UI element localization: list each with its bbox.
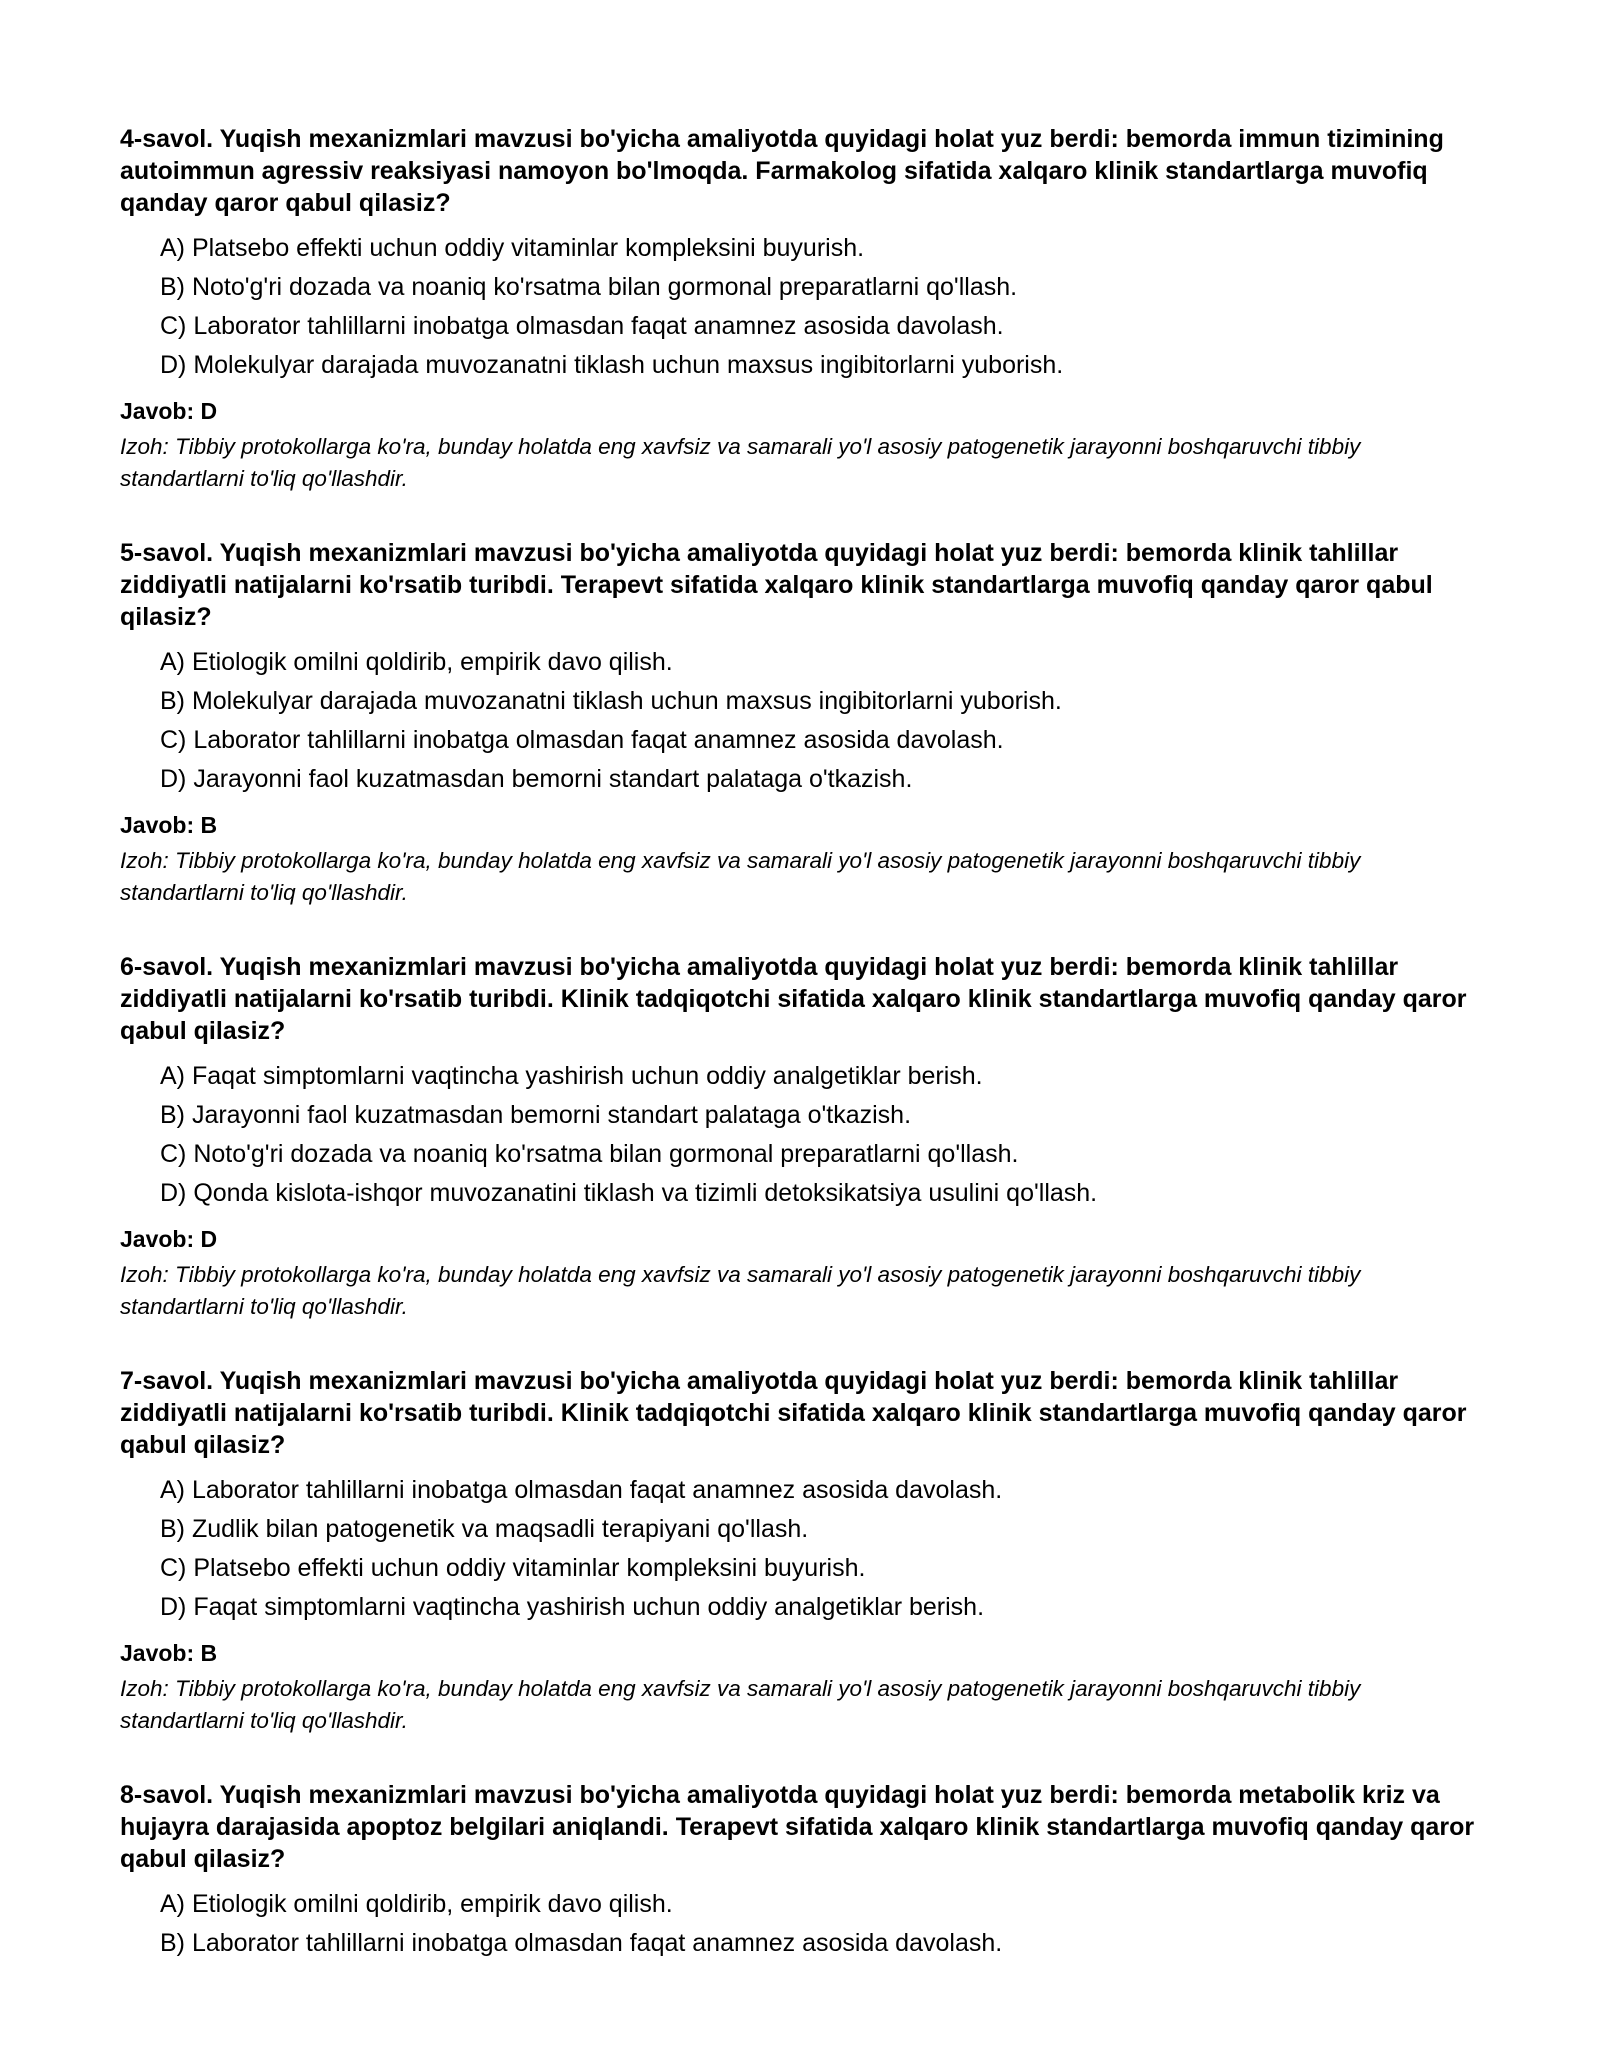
question-title: 5-savol. Yuqish mexanizmlari mavzusi bo'yicha amaliyotda quyidagi holat yuz berdi: bemorda klinik tahlillar ziddiyatli natijalarni ko'rsatib turibdi. Terapevt sifatida xalqaro klinik standartlarga muvofiq qanday qaror qabul qilasiz? — [120, 539, 1433, 631]
question-5 — [120, 537, 1480, 909]
explanation-note: Izoh: Tibbiy protokollarga ko'ra, bunday holatda eng xavfsiz va samarali yo'l asosiy patogenetik jarayonni boshqaruvchi tibbiy standartlarni to'liq qo'llashdir. — [120, 848, 1361, 905]
option-d: D) Faqat simptomlarni vaqtincha yashirish uchun oddiy analgetiklar berish. — [160, 1593, 985, 1621]
answer-label: Javob: D — [120, 398, 218, 424]
option-d: D) Qonda kislota-ishqor muvozanatini tiklash va tizimli detoksikatsiya usulini qo'llash. — [160, 1179, 1098, 1207]
answer-label: Javob: B — [120, 812, 218, 838]
option-a: A) Platsebo effekti uchun oddiy vitaminlar kompleksini buyurish. — [160, 234, 865, 262]
option-b: B) Laborator tahlillarni inobatga olmasdan faqat anamnez asosida davolash. — [160, 1929, 1003, 1957]
question-title: 4-savol. Yuqish mexanizmlari mavzusi bo'yicha amaliyotda quyidagi holat yuz berdi: bemorda immun tizimining autoimmun agressiv reaksiyasi namoyon bo'lmoqda. Farmakolog sifatida xalqaro klinik standartlarga muvofiq qanday qaror qabul qilasiz? — [120, 125, 1444, 217]
option-b: B) Jarayonni faol kuzatmasdan bemorni standart palataga o'tkazish. — [160, 1101, 912, 1129]
option-c: C) Noto'g'ri dozada va noaniq ko'rsatma bilan gormonal preparatlarni qo'llash. — [160, 1140, 1019, 1168]
answer-label: Javob: B — [120, 1640, 218, 1666]
question-6 — [120, 951, 1480, 1323]
option-a: A) Etiologik omilni qoldirib, empirik davo qilish. — [160, 648, 673, 676]
option-b: B) Zudlik bilan patogenetik va maqsadli terapiyani qo'llash. — [160, 1515, 809, 1543]
question-4 — [120, 123, 1480, 495]
question-title: 8-savol. Yuqish mexanizmlari mavzusi bo'yicha amaliyotda quyidagi holat yuz berdi: bemorda metabolik kriz va hujayra darajasida apoptoz belgilari aniqlandi. Terapevt sifatida xalqaro klinik standartlarga muvofiq qanday qaror qabul qilasiz? — [120, 1781, 1475, 1873]
option-b: B) Noto'g'ri dozada va noaniq ko'rsatma bilan gormonal preparatlarni qo'llash. — [160, 273, 1018, 301]
question-title: 7-savol. Yuqish mexanizmlari mavzusi bo'yicha amaliyotda quyidagi holat yuz berdi: bemorda klinik tahlillar ziddiyatli natijalarni ko'rsatib turibdi. Klinik tadqiqotchi sifatida xalqaro klinik standartlarga muvofiq qanday qaror qabul qilasiz? — [120, 1367, 1467, 1459]
option-a: A) Laborator tahlillarni inobatga olmasdan faqat anamnez asosida davolash. — [160, 1476, 1003, 1504]
explanation-note: Izoh: Tibbiy protokollarga ko'ra, bunday holatda eng xavfsiz va samarali yo'l asosiy patogenetik jarayonni boshqaruvchi tibbiy standartlarni to'liq qo'llashdir. — [120, 1262, 1361, 1319]
options-list — [160, 1885, 1480, 1963]
option-d: D) Jarayonni faol kuzatmasdan bemorni standart palataga o'tkazish. — [160, 765, 913, 793]
question-8 — [120, 1779, 1480, 1963]
answer-label: Javob: D — [120, 1226, 218, 1252]
options-list — [160, 229, 1480, 385]
option-a: A) Etiologik omilni qoldirib, empirik davo qilish. — [160, 1890, 673, 1918]
option-b: B) Molekulyar darajada muvozanatni tiklash uchun maxsus ingibitorlarni yuborish. — [160, 687, 1062, 715]
question-7 — [120, 1365, 1480, 1737]
explanation-note: Izoh: Tibbiy protokollarga ko'ra, bunday holatda eng xavfsiz va samarali yo'l asosiy patogenetik jarayonni boshqaruvchi tibbiy standartlarni to'liq qo'llashdir. — [120, 434, 1361, 491]
options-list — [160, 1471, 1480, 1627]
option-c: C) Platsebo effekti uchun oddiy vitaminlar kompleksini buyurish. — [160, 1554, 866, 1582]
options-list — [160, 1057, 1480, 1213]
option-d: D) Molekulyar darajada muvozanatni tiklash uchun maxsus ingibitorlarni yuborish. — [160, 351, 1064, 379]
question-title: 6-savol. Yuqish mexanizmlari mavzusi bo'yicha amaliyotda quyidagi holat yuz berdi: bemorda klinik tahlillar ziddiyatli natijalarni ko'rsatib turibdi. Klinik tadqiqotchi sifatida xalqaro klinik standartlarga muvofiq qanday qaror qabul qilasiz? — [120, 953, 1467, 1045]
option-a: A) Faqat simptomlarni vaqtincha yashirish uchun oddiy analgetiklar berish. — [160, 1062, 983, 1090]
options-list — [160, 643, 1480, 799]
option-c: C) Laborator tahlillarni inobatga olmasdan faqat anamnez asosida davolash. — [160, 726, 1004, 754]
explanation-note: Izoh: Tibbiy protokollarga ko'ra, bunday holatda eng xavfsiz va samarali yo'l asosiy patogenetik jarayonni boshqaruvchi tibbiy standartlarni to'liq qo'llashdir. — [120, 1676, 1361, 1733]
option-c: C) Laborator tahlillarni inobatga olmasdan faqat anamnez asosida davolash. — [160, 312, 1004, 340]
